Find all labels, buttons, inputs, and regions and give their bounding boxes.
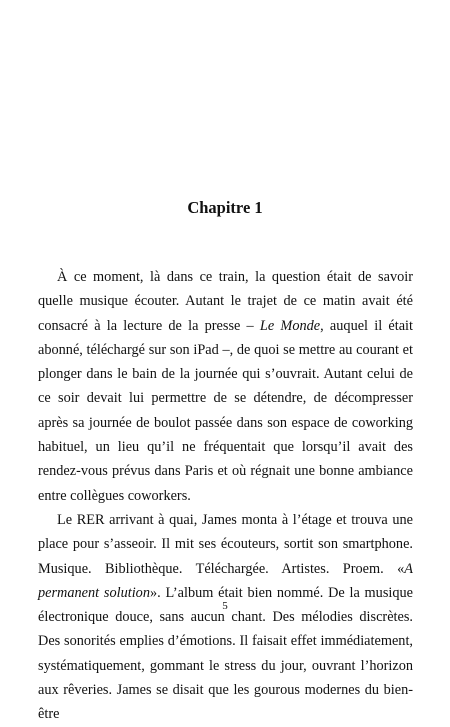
paragraph-2 bbox=[38, 508, 413, 727]
paragraph-2-italic-title: A permanent solution bbox=[38, 560, 413, 601]
page-number: 5 bbox=[222, 600, 228, 612]
paragraph-2-text-1: Le RER arrivant à quai, James monta à l’étage et trouva une place pour s’asseoir. Il mit ses écouteurs, sortit son smartphone. Musique. Bibliothèque. Téléchargée. Artistes. Proem. « bbox=[38, 511, 413, 577]
paragraph-1-text-2: , auquel il était abonné, téléchargé sur son iPad –, de quoi se mettre au courant et plonger dans le bain de la journée qui s’ouvrait. Autant celui de ce soir devait lui permettre de se détendre, de décompresser après sa journée de boulot passée dans son espace de coworking habituel, un lieu qu’il ne fréquentait que lorsqu’il avait des rendez-vous prévus dans Paris et où régnait une bonne ambiance entre collègues coworkers. bbox=[38, 317, 414, 504]
chapter-title: Chapitre 1 bbox=[187, 198, 263, 217]
body-text bbox=[38, 265, 413, 727]
paragraph-1-italic-title: Le Monde bbox=[259, 317, 321, 334]
paragraph-1 bbox=[38, 265, 413, 508]
paragraph-2-text-2: ». L’album était bien nommé. De la musique électronique douce, sans aucun chant. Des mélodies discrètes. Des sonorités emplies d’émotions. Il faisait effet immédiatement, systématiquement, gommant le stress du jour, ouvrant l’horizon aux rêveries. James se disait que les gourous modernes du bien-être bbox=[38, 584, 414, 723]
paragraph-1-text-1: À ce moment, là dans ce train, la question était de savoir quelle musique écouter. Autant le trajet de ce matin avait été consacré à la lecture de la presse – bbox=[38, 269, 413, 334]
